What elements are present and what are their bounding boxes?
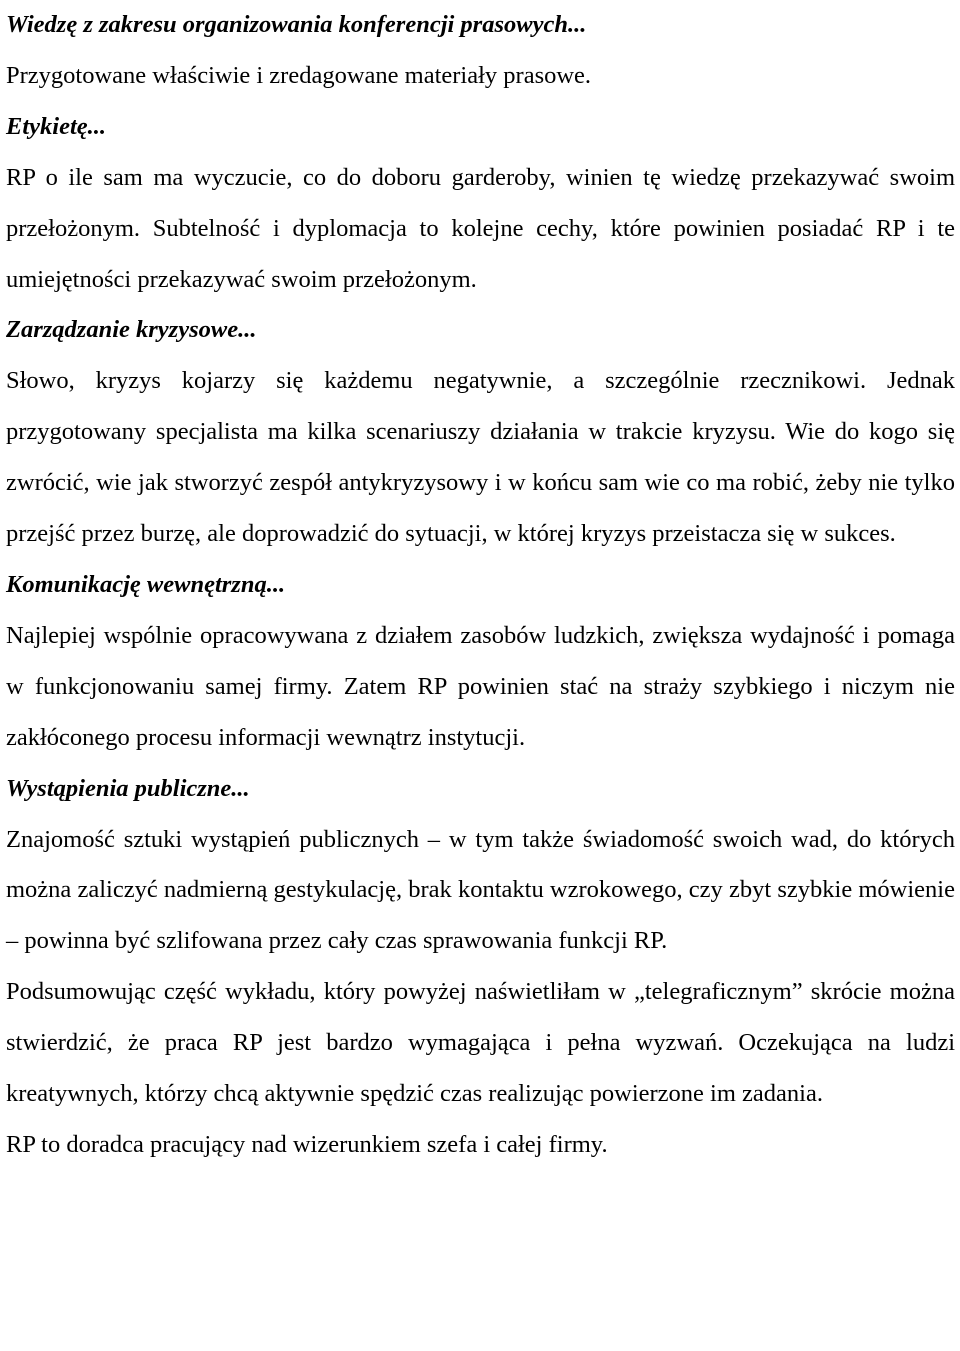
paragraph-press-materials: Przygotowane właściwie i zredagowane materiały prasowe.: [6, 61, 592, 89]
paragraph-summary: Podsumowując część wykładu, który powyżej naświetliłam w „telegraficznym” skrócie można stwierdzić, że praca RP jest bardzo wymagająca i pełna wyzwań. Oczekująca na ludzi kreatywnych, którzy chcą aktywnie spędzić czas realizując powierzone im zadania.: [6, 978, 955, 1108]
heading-press-conferences: Wiedzę z zakresu organizowania konferencji prasowych...: [6, 11, 587, 38]
document-page: [6, 0, 955, 1171]
paragraph-etiquette: RP o ile sam ma wyczucie, co do doboru garderoby, winien tę wiedzę przekazywać swoim przełożonym. Subtelność i dyplomacja to kolejne cechy, które powinien posiadać RP i te umiejętności przekazywać swoim przełożonym.: [6, 163, 955, 293]
paragraph-public-speaking: Znajomość sztuki wystąpień publicznych – w tym także świadomość swoich wad, do których można zaliczyć nadmierną gestykulację, brak kontaktu wzrokowego, czy zbyt szybkie mówienie – powinna być szlifowana przez cały czas sprawowania funkcji RP.: [6, 825, 955, 955]
paragraph-internal-communication: Najlepiej wspólnie opracowywana z działem zasobów ludzkich, zwiększa wydajność i pomaga w funkcjonowaniu samej firmy. Zatem RP powinien stać na straży szybkiego i niczym nie zakłóconego procesu informacji wewnątrz instytucji.: [6, 621, 955, 751]
heading-crisis-management: Zarządzanie kryzysowe...: [6, 316, 257, 344]
paragraph-crisis-management: Słowo, kryzys kojarzy się każdemu negatywnie, a szczególnie rzecznikowi. Jednak przygotowany specjalista ma kilka scenariuszy działania w trakcie kryzysu. Wie do kogo się zwrócić, wie jak stworzyć zespół antykryzysowy i w końcu sam wie co ma robić, żeby nie tylko przejść przez burzę, ale doprowadzić do sytuacji, w której kryzys przeistacza się w sukces.: [6, 367, 955, 548]
heading-etiquette: Etykietę...: [6, 112, 107, 140]
heading-public-speaking: Wystąpienia publiczne...: [6, 774, 250, 802]
paragraph-conclusion: RP to doradca pracujący nad wizerunkiem szefa i całej firmy.: [6, 1130, 608, 1158]
heading-internal-communication: Komunikację wewnętrzną...: [6, 570, 286, 598]
